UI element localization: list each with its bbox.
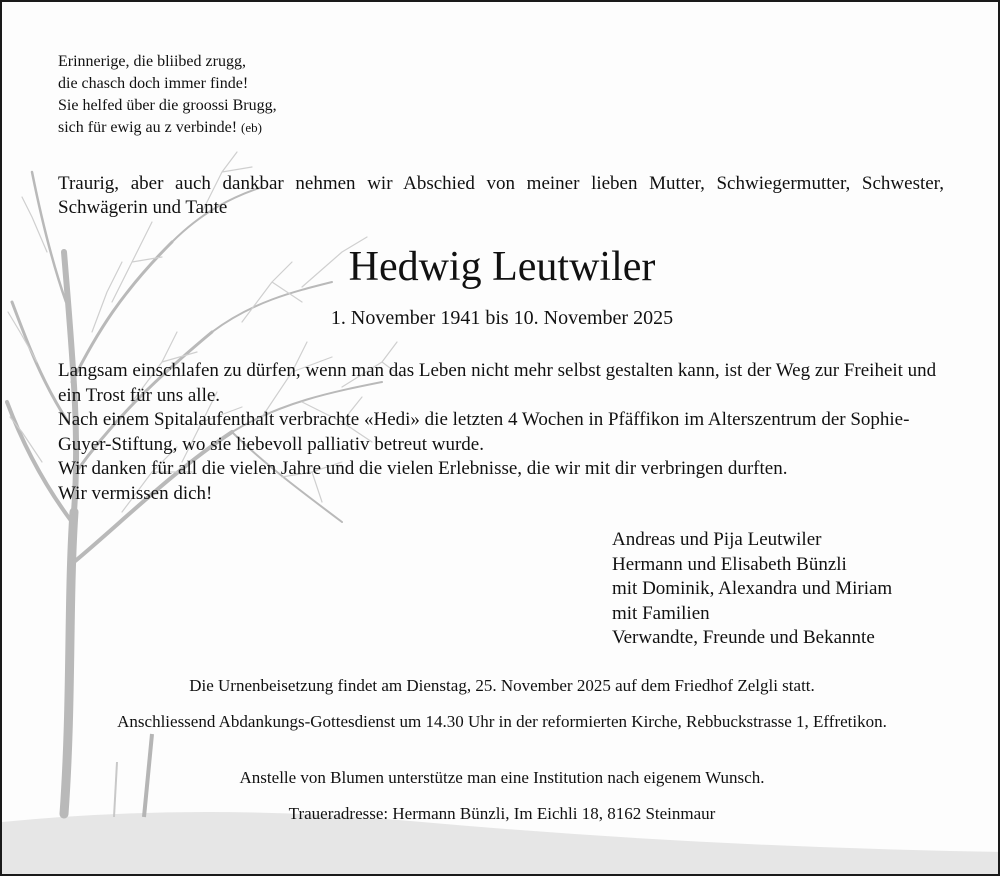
mourning-address: Traueradresse: Hermann Bünzli, Im Eichli 18, 8162 Steinmaur [288,804,716,823]
message-paragraph: Nach einem Spitalaufenthalt verbrachte «Hedi» die letzten 4 Wochen in Pfäffikon im Alterszentrum der Sophie-Guyer-Stiftung, wo sie liebevoll palliativ betreut wurde. [58,409,910,455]
poem-line: die chasch doch immer finde! [58,75,249,92]
burial-notice: Die Urnenbeisetzung findet am Dienstag, 25. November 2025 auf dem Friedhof Zelgli statt. [189,676,815,695]
mourner-line: mit Familien [612,602,710,624]
service-notice: Anschliessend Abdankungs-Gottesdienst um 14.30 Uhr in der reformierten Kirche, Rebbuckstrasse 1, Effretikon. [117,712,887,731]
message-body [58,359,948,506]
mourners-list [612,528,892,651]
flowers-notice: Anstelle von Blumen unterstütze man eine Institution nach eigenem Wunsch. [239,768,765,787]
poem-line [58,117,277,139]
poem-line: Erinnerige, die bliibed zrugg, [58,53,246,70]
poem-citation: (eb) [241,120,262,135]
life-dates: 1. November 1941 bis 10. November 2025 [330,307,674,329]
deceased-name: Hedwig Leutwiler [348,244,656,290]
mourner-line: Andreas und Pija Leutwiler [612,529,822,550]
message-paragraph: Wir vermissen dich! [58,482,213,504]
message-paragraph: Wir danken für all die vielen Jahre und die vielen Erlebnisse, die wir mit dir verbringen durften. [58,458,788,479]
poem-line: Sie helfed über die groossi Brugg, [58,97,277,114]
poem [58,51,277,139]
intro-text: Traurig, aber auch dankbar nehmen wir Abschied von meiner lieben Mutter, Schwiegermutter, Schwester, Schwägerin und Tante [58,173,944,218]
poem-line-text: sich für ewig au z verbinde! [58,119,238,136]
mourner-line: Hermann und Elisabeth Bünzli [612,553,847,575]
message-paragraph: Langsam einschlafen zu dürfen, wenn man das Leben nicht mehr selbst gestalten kann, ist der Weg zur Freiheit und ein Trost für uns alle. [58,360,937,406]
mourner-line: Verwandte, Freunde und Bekannte [612,627,875,648]
mourner-line: mit Dominik, Alexandra und Miriam [612,578,893,599]
